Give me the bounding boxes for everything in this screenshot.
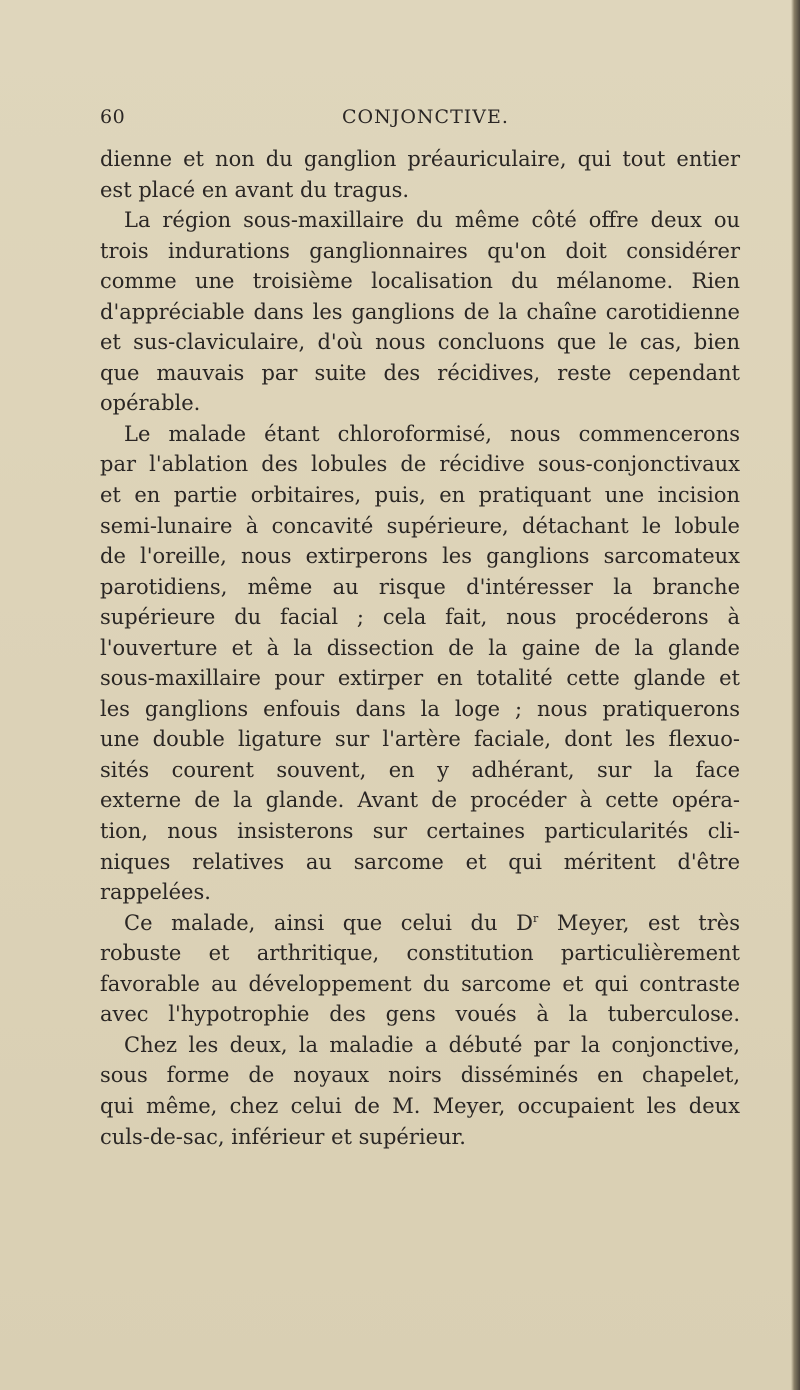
superscript: r [532, 911, 539, 925]
text-line: favorable au développement du sarcome et qui contraste [100, 971, 740, 996]
text-line: culs-de-sac, inférieur et supérieur. [100, 1124, 466, 1149]
running-title: CONJONCTIVE. [342, 106, 509, 128]
text-line: de l'oreille, nous extirperons les ganglions sarcomateux [100, 544, 740, 569]
text-line: robuste et arthritique, constitution particulièrement [100, 941, 740, 966]
text-line: semi-lunaire à concavité supérieure, détachant le lobule [100, 513, 740, 538]
text-line: supérieure du facial ; cela fait, nous procéderons à [100, 605, 740, 630]
text-line: tion, nous insisterons sur certaines particularités cli- [100, 819, 740, 844]
text-line: La région sous-maxillaire du même côté offre deux ou [124, 208, 740, 233]
text-line: qui même, chez celui de M. Meyer, occupaient les deux [100, 1093, 740, 1118]
body-text [100, 144, 740, 1152]
text-line: sous-maxillaire pour extirper en totalité cette glande et [100, 666, 740, 691]
text-line: comme une troisième localisation du mélanome. Rien [100, 269, 740, 294]
page-number: 60 [100, 106, 126, 128]
text-line: et en partie orbitaires, puis, en pratiquant une incision [100, 483, 740, 508]
text-line: les ganglions enfouis dans la loge ; nous pratiquerons [100, 696, 740, 721]
text-line: externe de la glande. Avant de procéder à cette opéra- [100, 788, 740, 813]
text-line: opérable. [100, 391, 201, 416]
text-line: Chez les deux, la maladie a débuté par la conjonctive, [124, 1032, 740, 1057]
page-header [100, 106, 740, 136]
text-line: sités courent souvent, en y adhérant, sur la face [100, 757, 740, 782]
text-fragment: Ce malade, ainsi que celui du D [124, 910, 533, 935]
text-line: que mauvais par suite des récidives, reste cependant [100, 360, 740, 385]
text-line: trois indurations ganglionnaires qu'on doit considérer [100, 238, 740, 263]
text-line: rappelées. [100, 880, 211, 905]
text-line: est placé en avant du tragus. [100, 177, 410, 202]
text-line: par l'ablation des lobules de récidive sous-conjonctivaux [100, 452, 740, 477]
text-line: avec l'hypotrophie des gens voués à la tuberculose. [100, 1002, 740, 1027]
text-line: niques relatives au sarcome et qui méritent d'être [100, 849, 740, 874]
text-fragment: Meyer, est très [538, 910, 740, 935]
text-line: d'appréciable dans les ganglions de la chaîne carotidienne [100, 299, 740, 324]
page-edge-shadow [791, 0, 800, 1390]
text-line: parotidiens, même au risque d'intéresser la branche [100, 574, 740, 599]
text-line: l'ouverture et à la dissection de la gaine de la glande [100, 635, 740, 660]
text-line: Le malade étant chloroformisé, nous commencerons [124, 421, 740, 446]
text-line: sous forme de noyaux noirs disséminés en chapelet, [100, 1063, 740, 1088]
text-line: dienne et non du ganglion préauriculaire, qui tout entier [100, 147, 740, 171]
text-line: une double ligature sur l'artère faciale, dont les flexuo- [100, 727, 740, 752]
text-line-meyer [100, 908, 740, 939]
text-line: et sus-claviculaire, d'où nous concluons que le cas, bien [100, 330, 740, 355]
